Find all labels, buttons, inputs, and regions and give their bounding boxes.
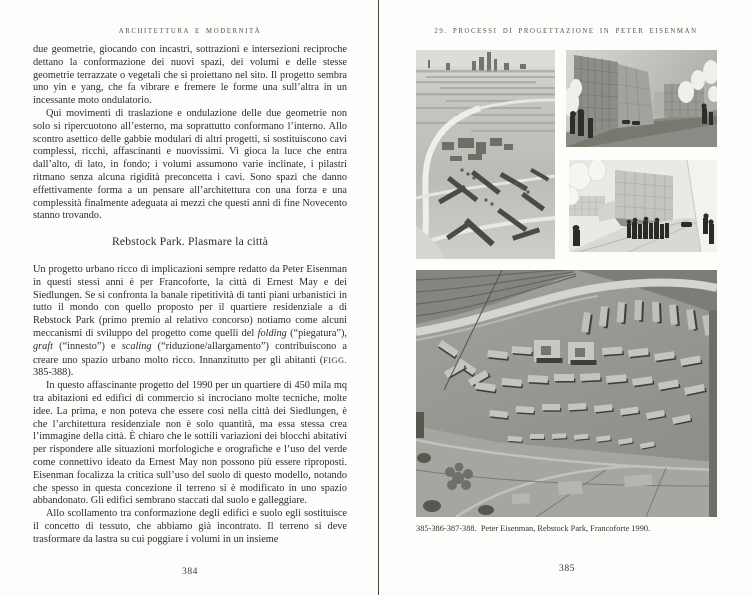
text-run: In questo affascinante progetto del 1990 per un quartiere di 450 mila mq tra abitazioni ed edifici di commercio si incrociano molte tecniche, molte idee. La prima, e non poteva che essere così nella città dei Siedlungen, è che l’architettura residenziale non è solo quantità, ma essa stessa crea l’immagine della città. È chiaro che le sottili variazioni dei blocchi abitativi per rispondere alle situazioni morfologiche e orografiche e l’uso del verde come connettivo ideato da Ernest May non possono più essere riproposti. Eisenman focalizza la critica sull’uso del suolo di questo modello, notando che spesso in questa concezione il terreno si è modificato in uno spazio abbandonato. Gli edifici sembrano staccati dal suolo e galleggiare. xyxy=(33,380,347,507)
paragraph xyxy=(33,264,347,380)
text-run: Qui movimenti di traslazione e ondulazione delle due geometrie non solo si ripercuotono all’esterno, ma soprattutto conformano l’interno. Allo scontro asettico delle gabbie modulari di altri progetti, si sostituiscono cavi complessi, ricchi, affascinanti e nuovissimi. Vi gioca la luce che entra dall’alto, di lato, in fondo; i volumi assumono varie inclinate, i pilastri ritmano senza alcuna rigidità preconcetta i cavi. Sono spazi che danno effettivamente forma a un pensare all’architettura con una forza e una complessità finalmente adeguata ai mezzi che questi anni di fine Novecento stanno trovando. xyxy=(33,107,347,222)
page-number-right: 385 xyxy=(559,563,575,574)
paragraph xyxy=(33,108,347,223)
page-right xyxy=(379,0,753,595)
italic-term: folding xyxy=(257,327,287,339)
running-header-right: 29. PROCESSI DI PROGETTAZIONE IN PETER EISENMAN xyxy=(434,28,698,35)
running-header-left: ARCHITETTURA E MODERNITÀ xyxy=(118,28,262,35)
italic-term: graft xyxy=(33,340,54,352)
figure-387-street-rendering-canopy xyxy=(569,160,717,252)
paragraph xyxy=(33,508,347,546)
model-photo-image xyxy=(416,270,717,517)
street-rendering-image xyxy=(566,50,717,147)
section-heading: Rebstock Park. Plasmare la città xyxy=(111,235,269,249)
figure-caption: 385-386-387-388. Peter Eisenman, Rebstock Park, Francoforte 1990. xyxy=(416,524,651,533)
text-run: (“riduzione/allargamento”) contribuiscono a creare uno spazio urbano molto ricco. Innanzitutto per gli abitanti ( xyxy=(33,340,347,366)
figure-385-aerial-perspective-rendering xyxy=(416,50,555,259)
text-run: (“innesto”) e xyxy=(53,340,122,352)
text-run: Un progetto urbano ricco di implicazioni sempre redatto da Peter Eisenman in questi stessi anni è per Francoforte, la città di Ernest May e dei Siedlungen. Se si confronta la banale ripetitività di tanti piani urbanistici in tutto il mondo con quello proposto per il quartiere residenziale a di Rebstock Park (primo premio al relativo concorso) notiamo come alcuni meccanismi di sviluppo del progetto come quelli del xyxy=(33,263,347,339)
paragraph xyxy=(33,44,347,108)
figure-386-street-rendering-towers xyxy=(566,50,717,147)
text-run: 385-388). xyxy=(33,367,74,379)
text-run: (“piegatura”), xyxy=(286,327,347,339)
canopy-rendering-image xyxy=(569,160,717,252)
figure-388-site-model-photograph xyxy=(416,270,717,517)
smallcaps-figure-ref: FIGG. xyxy=(323,354,347,365)
paragraph xyxy=(33,380,347,508)
text-run: Allo scollamento tra conformazione degli edifici e suolo egli sostituisce il concetto di tessuto, che abbiamo già incontrato. Il terreno si deve trasformare da lastra su cui poggiare i volumi in un insieme xyxy=(33,508,347,545)
italic-term: scaling xyxy=(121,340,152,352)
text-run: due geometrie, giocando con incastri, sottrazioni e intersezioni reciproche dettano la conformazione dei nuovi spazi, dei volumi e delle stesse geometrie terrazzate o vegetali che si proiettano nel sito. Il progetto sembra uno yin e yang, che fa vibrare e fremere le forme una sull’altra in un incessante moto ondulatorio. xyxy=(33,44,347,107)
aerial-rendering-image xyxy=(416,50,555,259)
page-number-left: 384 xyxy=(182,566,198,577)
body-text-column xyxy=(33,44,347,546)
